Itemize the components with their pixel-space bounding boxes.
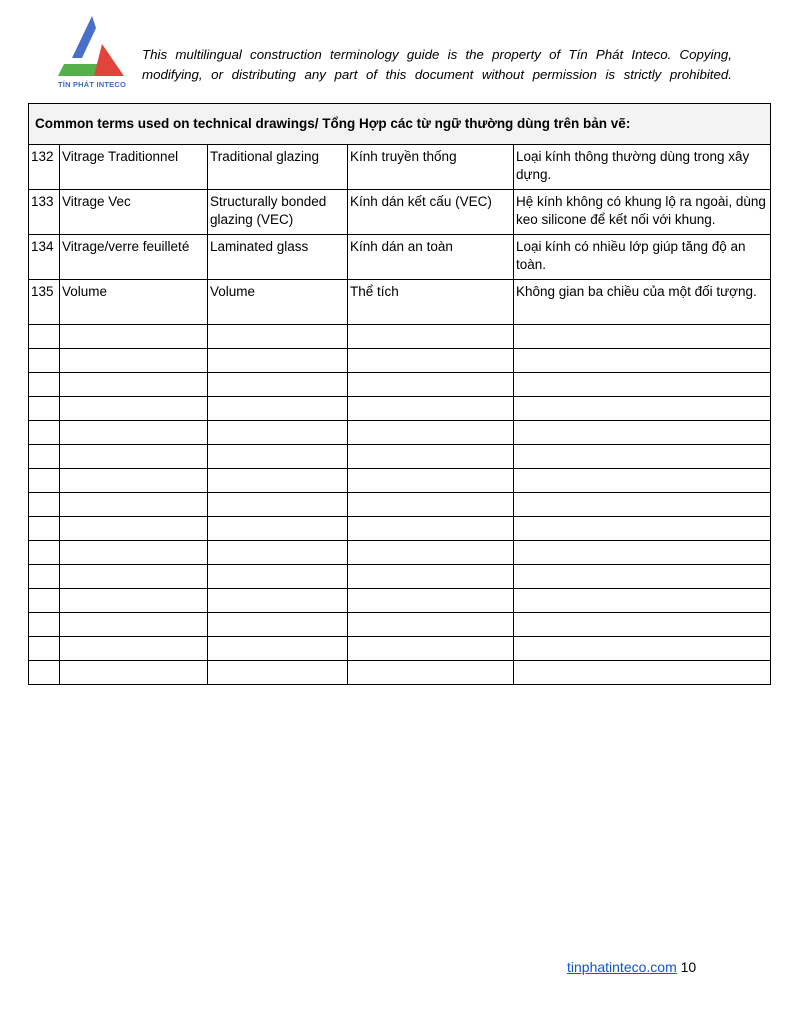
empty-cell — [60, 589, 208, 613]
term-vietnamese-cell: Thể tích — [348, 280, 514, 325]
empty-cell — [348, 589, 514, 613]
empty-cell — [208, 661, 348, 685]
empty-cell — [208, 421, 348, 445]
empty-cell — [60, 517, 208, 541]
empty-cell — [208, 565, 348, 589]
term-english-cell: Volume — [208, 280, 348, 325]
table-row — [29, 280, 771, 325]
terms-table — [28, 103, 771, 685]
empty-cell — [29, 373, 60, 397]
empty-cell — [208, 637, 348, 661]
term-number-cell: 135 — [29, 280, 60, 325]
empty-cell — [208, 445, 348, 469]
empty-table-row — [29, 613, 771, 637]
term-vietnamese-cell: Kính dán an toàn — [348, 235, 514, 280]
term-english-cell: Traditional glazing — [208, 145, 348, 190]
empty-cell — [348, 565, 514, 589]
empty-cell — [348, 373, 514, 397]
empty-cell — [208, 517, 348, 541]
empty-cell — [514, 349, 771, 373]
empty-cell — [60, 325, 208, 349]
empty-cell — [514, 613, 771, 637]
empty-table-row — [29, 373, 771, 397]
empty-cell — [60, 613, 208, 637]
empty-cell — [60, 445, 208, 469]
empty-cell — [29, 445, 60, 469]
empty-cell — [348, 661, 514, 685]
empty-table-row — [29, 493, 771, 517]
empty-cell — [514, 541, 771, 565]
term-french-cell: Vitrage Vec — [60, 190, 208, 235]
page-number: 10 — [680, 959, 697, 975]
empty-cell — [208, 541, 348, 565]
empty-cell — [348, 325, 514, 349]
copyright-notice: This multilingual construction terminology guide is the property of Tín Phát Inteco. Copying, modifying, or distributing any part of this document without permission is strictly prohibited. — [142, 47, 732, 82]
empty-cell — [60, 493, 208, 517]
table-heading: Common terms used on technical drawings/ Tổng Hợp các từ ngữ thường dùng trên bản vẽ: — [29, 104, 771, 145]
empty-table-row — [29, 565, 771, 589]
empty-cell — [514, 493, 771, 517]
empty-table-row — [29, 589, 771, 613]
empty-cell — [29, 397, 60, 421]
empty-cell — [208, 589, 348, 613]
empty-cell — [60, 349, 208, 373]
empty-table-row — [29, 349, 771, 373]
empty-table-row — [29, 637, 771, 661]
page-footer — [567, 959, 696, 975]
empty-cell — [60, 565, 208, 589]
empty-cell — [208, 613, 348, 637]
empty-cell — [514, 517, 771, 541]
table-row — [29, 235, 771, 280]
empty-cell — [348, 493, 514, 517]
empty-cell — [514, 397, 771, 421]
empty-cell — [348, 397, 514, 421]
term-description-cell: Loại kính thông thường dùng trong xây dựng. — [514, 145, 771, 190]
empty-cell — [514, 325, 771, 349]
empty-cell — [208, 349, 348, 373]
empty-cell — [29, 541, 60, 565]
empty-cell — [514, 373, 771, 397]
empty-cell — [208, 493, 348, 517]
empty-table-row — [29, 517, 771, 541]
empty-cell — [29, 349, 60, 373]
empty-table-row — [29, 397, 771, 421]
logo-text: TÍN PHÁT INTECO — [58, 80, 126, 89]
empty-cell — [29, 565, 60, 589]
empty-cell — [29, 469, 60, 493]
empty-cell — [208, 469, 348, 493]
empty-table-row — [29, 661, 771, 685]
empty-cell — [208, 373, 348, 397]
term-number-cell: 134 — [29, 235, 60, 280]
term-description-cell: Không gian ba chiều của một đối tượng. — [514, 280, 771, 325]
empty-cell — [348, 469, 514, 493]
table-row — [29, 145, 771, 190]
empty-table-row — [29, 541, 771, 565]
term-vietnamese-cell: Kính truyền thống — [348, 145, 514, 190]
empty-cell — [208, 397, 348, 421]
term-french-cell: Vitrage/verre feuilleté — [60, 235, 208, 280]
empty-table-row — [29, 445, 771, 469]
term-description-cell: Hệ kính không có khung lộ ra ngoài, dùng keo silicone để kết nối với khung. — [514, 190, 771, 235]
empty-table-row — [29, 469, 771, 493]
term-number-cell: 132 — [29, 145, 60, 190]
empty-cell — [348, 541, 514, 565]
empty-cell — [60, 421, 208, 445]
logo-triangle-icon — [54, 14, 130, 78]
term-vietnamese-cell: Kính dán kết cấu (VEC) — [348, 190, 514, 235]
term-english-cell: Structurally bonded glazing (VEC) — [208, 190, 348, 235]
empty-cell — [29, 517, 60, 541]
website-link[interactable]: tinphatinteco.com — [567, 959, 677, 975]
empty-cell — [348, 517, 514, 541]
empty-cell — [60, 397, 208, 421]
empty-cell — [29, 613, 60, 637]
empty-cell — [60, 637, 208, 661]
empty-cell — [29, 325, 60, 349]
empty-cell — [514, 661, 771, 685]
empty-cell — [514, 445, 771, 469]
empty-cell — [348, 349, 514, 373]
empty-cell — [348, 637, 514, 661]
empty-cell — [60, 469, 208, 493]
empty-cell — [348, 613, 514, 637]
table-row — [29, 190, 771, 235]
empty-cell — [348, 421, 514, 445]
empty-table-row — [29, 421, 771, 445]
empty-cell — [514, 637, 771, 661]
empty-table-row — [29, 325, 771, 349]
empty-cell — [29, 637, 60, 661]
term-description-cell: Loại kính có nhiều lớp giúp tăng độ an toàn. — [514, 235, 771, 280]
empty-cell — [29, 589, 60, 613]
empty-cell — [348, 445, 514, 469]
empty-cell — [29, 661, 60, 685]
empty-cell — [29, 493, 60, 517]
empty-cell — [208, 325, 348, 349]
term-number-cell: 133 — [29, 190, 60, 235]
empty-cell — [514, 469, 771, 493]
empty-cell — [514, 589, 771, 613]
company-logo — [54, 14, 130, 94]
empty-cell — [514, 421, 771, 445]
empty-cell — [60, 373, 208, 397]
empty-cell — [60, 541, 208, 565]
empty-cell — [60, 661, 208, 685]
empty-cell — [29, 421, 60, 445]
empty-cell — [514, 565, 771, 589]
term-french-cell: Volume — [60, 280, 208, 325]
term-english-cell: Laminated glass — [208, 235, 348, 280]
term-french-cell: Vitrage Traditionnel — [60, 145, 208, 190]
